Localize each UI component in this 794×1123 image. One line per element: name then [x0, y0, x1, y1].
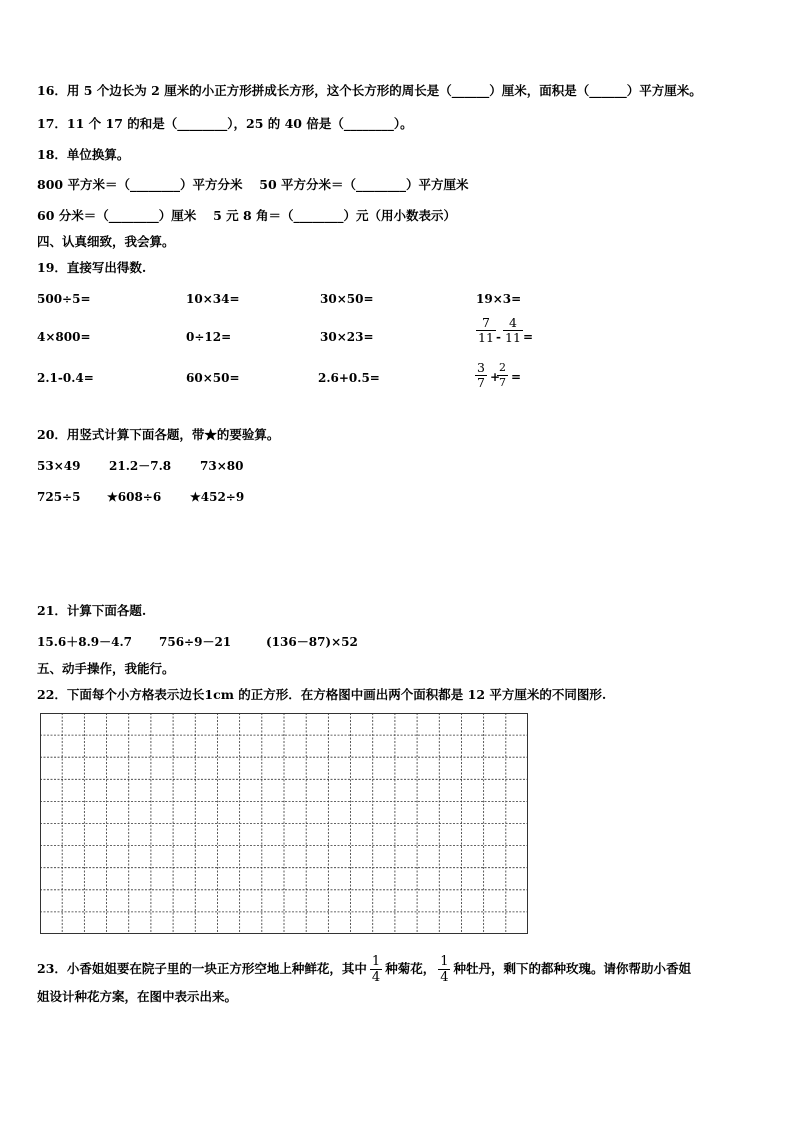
question-22: 22．下面每个小方格表示边长1cm 的正方形．在方格图中画出两个面积都是 12 平方厘米的不同图形. — [37, 687, 607, 702]
calc-item: 30×23= — [320, 330, 374, 344]
calc-item: 500÷5= — [37, 292, 91, 306]
question-18-line-2: 60 分米＝（________）厘米 5 元 8 角＝（________）元（用小数表示） — [37, 208, 457, 223]
equals-sign: = — [511, 370, 522, 384]
calc-item: 4×800= — [37, 330, 91, 344]
question-23-line-2: 姐设计种花方案，在图中表示出来。 — [37, 989, 238, 1004]
calc-item: 19×3= — [476, 292, 522, 306]
fraction-4-11 — [503, 316, 523, 345]
calc-item: (136－87)×52 — [266, 635, 358, 649]
fraction-numerator: 7 — [481, 315, 490, 330]
question-23-line-1 — [37, 950, 691, 988]
calc-item: 21.2－7.8 — [109, 459, 172, 473]
fraction-one-quarter — [370, 954, 382, 985]
calc-item-starred: ★452÷9 — [190, 490, 245, 504]
question-23-text-a: 23．小香姐姐要在院子里的一块正方形空地上种鲜花，其中 — [37, 961, 367, 976]
fraction-denominator: 7 — [477, 375, 485, 390]
calc-item: 725÷5 — [37, 490, 81, 504]
question-16: 16．用 5 个边长为 2 厘米的小正方形拼成长方形，这个长方形的周长是（______）厘米，面积是（______）平方厘米。 — [37, 83, 702, 98]
calc-item: 60×50= — [186, 371, 240, 385]
calc-item: 15.6＋8.9－4.7 — [37, 635, 132, 649]
fraction-numerator: 1 — [371, 954, 381, 969]
fraction-denominator: 7 — [499, 376, 506, 389]
section-4-heading: 四、认真细致，我会算。 — [37, 234, 175, 249]
square-grid[interactable] — [40, 713, 528, 934]
fraction-numerator: 2 — [499, 361, 506, 374]
plus-sign: + — [490, 370, 501, 384]
section-5-heading: 五、动手操作，我能行。 — [37, 661, 175, 676]
fraction-numerator: 1 — [440, 954, 449, 969]
fraction-denominator: 11 — [478, 330, 494, 345]
fraction-7-11 — [476, 316, 496, 345]
calc-item-starred: ★608÷6 — [107, 490, 162, 504]
fraction-denominator: 4 — [371, 970, 381, 985]
fraction-3-7 — [475, 361, 487, 390]
fraction-one-quarter — [438, 954, 450, 985]
fraction-denominator: 11 — [505, 330, 521, 345]
calc-item: 53×49 — [37, 459, 81, 473]
fraction-2-7 — [497, 361, 508, 390]
calc-item: 73×80 — [200, 459, 244, 473]
question-21-title: 21．计算下面各题. — [37, 603, 147, 618]
question-23-text-b: 种菊花， — [385, 961, 436, 976]
question-19-title: 19．直接写出得数. — [37, 260, 147, 275]
question-20-title: 20．用竖式计算下面各题，带★的要验算。 — [37, 427, 280, 442]
calc-item: 0÷12= — [186, 330, 232, 344]
fraction-denominator: 4 — [440, 970, 449, 985]
question-18-line-1: 800 平方米＝（________）平方分米 50 平方分米＝（________）平方厘米 — [37, 177, 469, 192]
calc-item: 2.6+0.5= — [318, 371, 380, 385]
calc-item: 30×50= — [320, 292, 374, 306]
calc-item: 2.1-0.4= — [37, 371, 94, 385]
fraction-numerator: 4 — [508, 315, 517, 330]
question-18-title: 18．单位换算。 — [37, 147, 130, 162]
question-17: 17．11 个 17 的和是（________），25 的 40 倍是（________）。 — [37, 116, 413, 131]
calc-item: 756÷9－21 — [159, 635, 232, 649]
question-23-text-c: 种牡丹，剩下的都种玫瑰。请你帮助小香姐 — [453, 961, 691, 976]
fraction-numerator: 3 — [477, 360, 485, 375]
minus-sign: - — [496, 330, 501, 344]
equals-sign: = — [523, 330, 534, 344]
calc-item: 10×34= — [186, 292, 240, 306]
